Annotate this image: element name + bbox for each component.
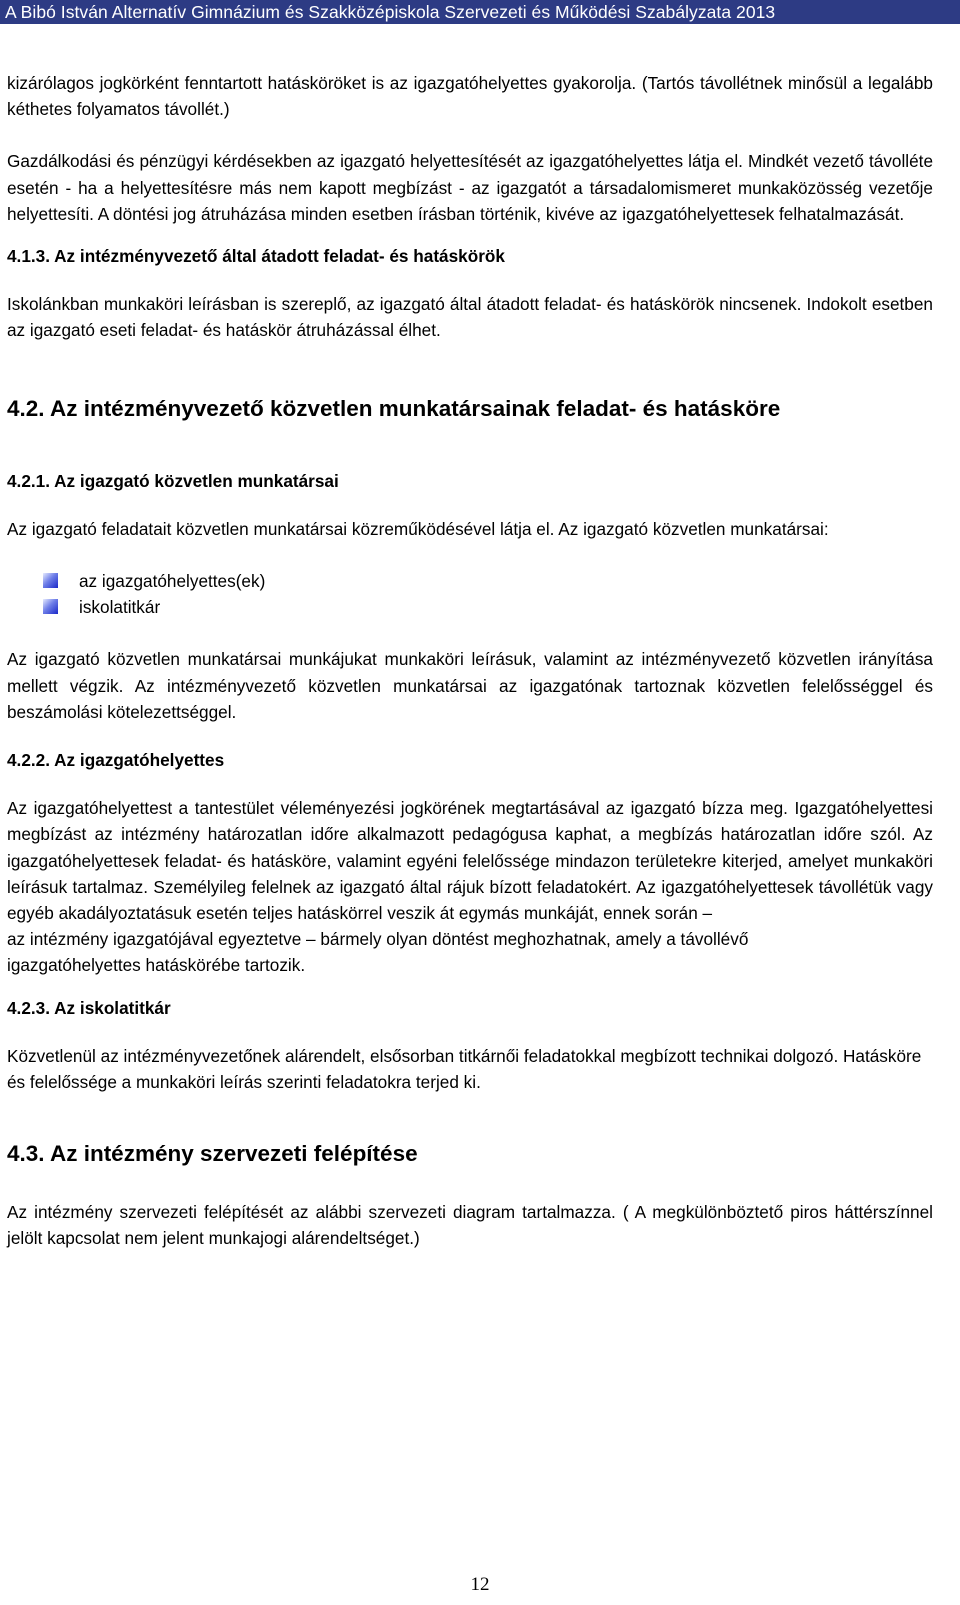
heading-4-2-2: 4.2.2. Az igazgatóhelyettes [7, 750, 225, 771]
heading-4-2-1: 4.2.1. Az igazgató közvetlen munkatársai [7, 470, 339, 491]
heading-4-2-3: 4.2.3. Az iskolatitkár [7, 997, 171, 1018]
heading-4-1-3: 4.1.3. Az intézményvezető által átadott feladat- és hatáskörök [7, 246, 505, 267]
document-header [0, 0, 960, 24]
header-title: A Bibó István Alternatív Gimnázium és Szakközépiskola Szervezeti és Működési Szabályzata 2013 [5, 2, 776, 22]
paragraph-direct-staff: Az igazgató feladatait közvetlen munkatársai közreműködésével látja el. Az igazgató közvetlen munkatársai: [7, 518, 829, 539]
paragraph-delegated-powers: Iskolánkban munkaköri leírásban is szereplő, az igazgató által átadott feladat- és hatáskörök nincsenek. Indokolt esetben az igazgató eseti feladat- és hatáskör átruházással élhet. [7, 294, 933, 341]
paragraph-staff-duties: Az igazgató közvetlen munkatársai munkájukat munkaköri leírásuk, valamint az intézményvezető közvetlen irányítása mellett végzik. Az intézményvezető közvetlen munkatársai az igazgatónak tartoznak közvetlen felelősséggel és beszámolási kötelezettséggel. [7, 649, 933, 722]
heading-4-2: 4.2. Az intézményvezető közvetlen munkatársainak feladat- és hatásköre [7, 395, 781, 421]
bullet-square-icon [43, 573, 58, 588]
paragraph-substitution-rule: kizárólagos jogkörként fenntartott hatásköröket is az igazgatóhelyettes gyakorolja. (Tartós távollétnek minősül a legalább kéthetes folyamatos távollét.) [7, 73, 933, 120]
paragraph-financial-substitution: Gazdálkodási és pénzügyi kérdésekben az igazgató helyettesítését az igazgatóhelyettes látja el. Mindkét vezető távolléte esetén - ha a helyettesítésre más nem kapott megbízást - az igazgatót a társadalomismeret munkaközösség vezetője helyettesíti. A döntési jog átruházása minden esetben írásban történik, kivéve az igazgatóhelyettesek felhatalmazását. [7, 151, 933, 224]
paragraph-deputy-head-continued: az intézmény igazgatójával egyeztetve – bármely olyan döntést meghozhatnak, amely a távollévő [7, 929, 749, 950]
heading-4-3: 4.3. Az intézmény szervezeti felépítése [7, 1141, 418, 1167]
list-item-label: iskolatitkár [79, 597, 161, 618]
paragraph-secretary: Közvetlenül az intézményvezetőnek alárendelt, elsősorban titkárnői feladatokkal megbízott technikai dolgozó. Hatásköre és felelőssége a munkaköri leírás szerinti feladatokra terjed ki. [7, 1045, 922, 1093]
list-item [43, 594, 933, 620]
paragraph-deputy-head-end: igazgatóhelyettes hatáskörébe tartozik. [7, 955, 306, 976]
paragraph-deputy-head: Az igazgatóhelyettest a tantestület véleményezési jogkörének megtartásával az igazgató bízza meg. Igazgatóhelyettesi megbízást az intézmény határozatlan időre alkalmazott pedagógusa kaphat, a megbízás határozatlan időre szól. Az igazgatóhelyettesek feladat- és hatásköre, valamint egyéni felelőssége mindazon területekre kiterjed, amelyet munkaköri leírásuk tartalmaz. Személyileg felelnek az igazgató által rájuk bízott feladatokért. Az igazgatóhelyettesek távollétük vagy egyéb akadályoztatásuk esetén teljes hatáskörrel veszik át egymás munkáját, ennek során – [7, 798, 933, 924]
paragraph-org-structure: Az intézmény szervezeti felépítését az alábbi szervezeti diagram tartalmazza. ( A megkülönböztető piros háttérszínnel jelölt kapcsolat nem jelent munkajogi alárendeltséget.) [7, 1202, 933, 1249]
staff-list [7, 568, 933, 620]
list-item [43, 568, 933, 594]
page-number: 12 [470, 1574, 490, 1595]
bullet-square-icon [43, 599, 58, 614]
list-item-label: az igazgatóhelyettes(ek) [79, 571, 266, 592]
document-body [7, 70, 933, 1252]
